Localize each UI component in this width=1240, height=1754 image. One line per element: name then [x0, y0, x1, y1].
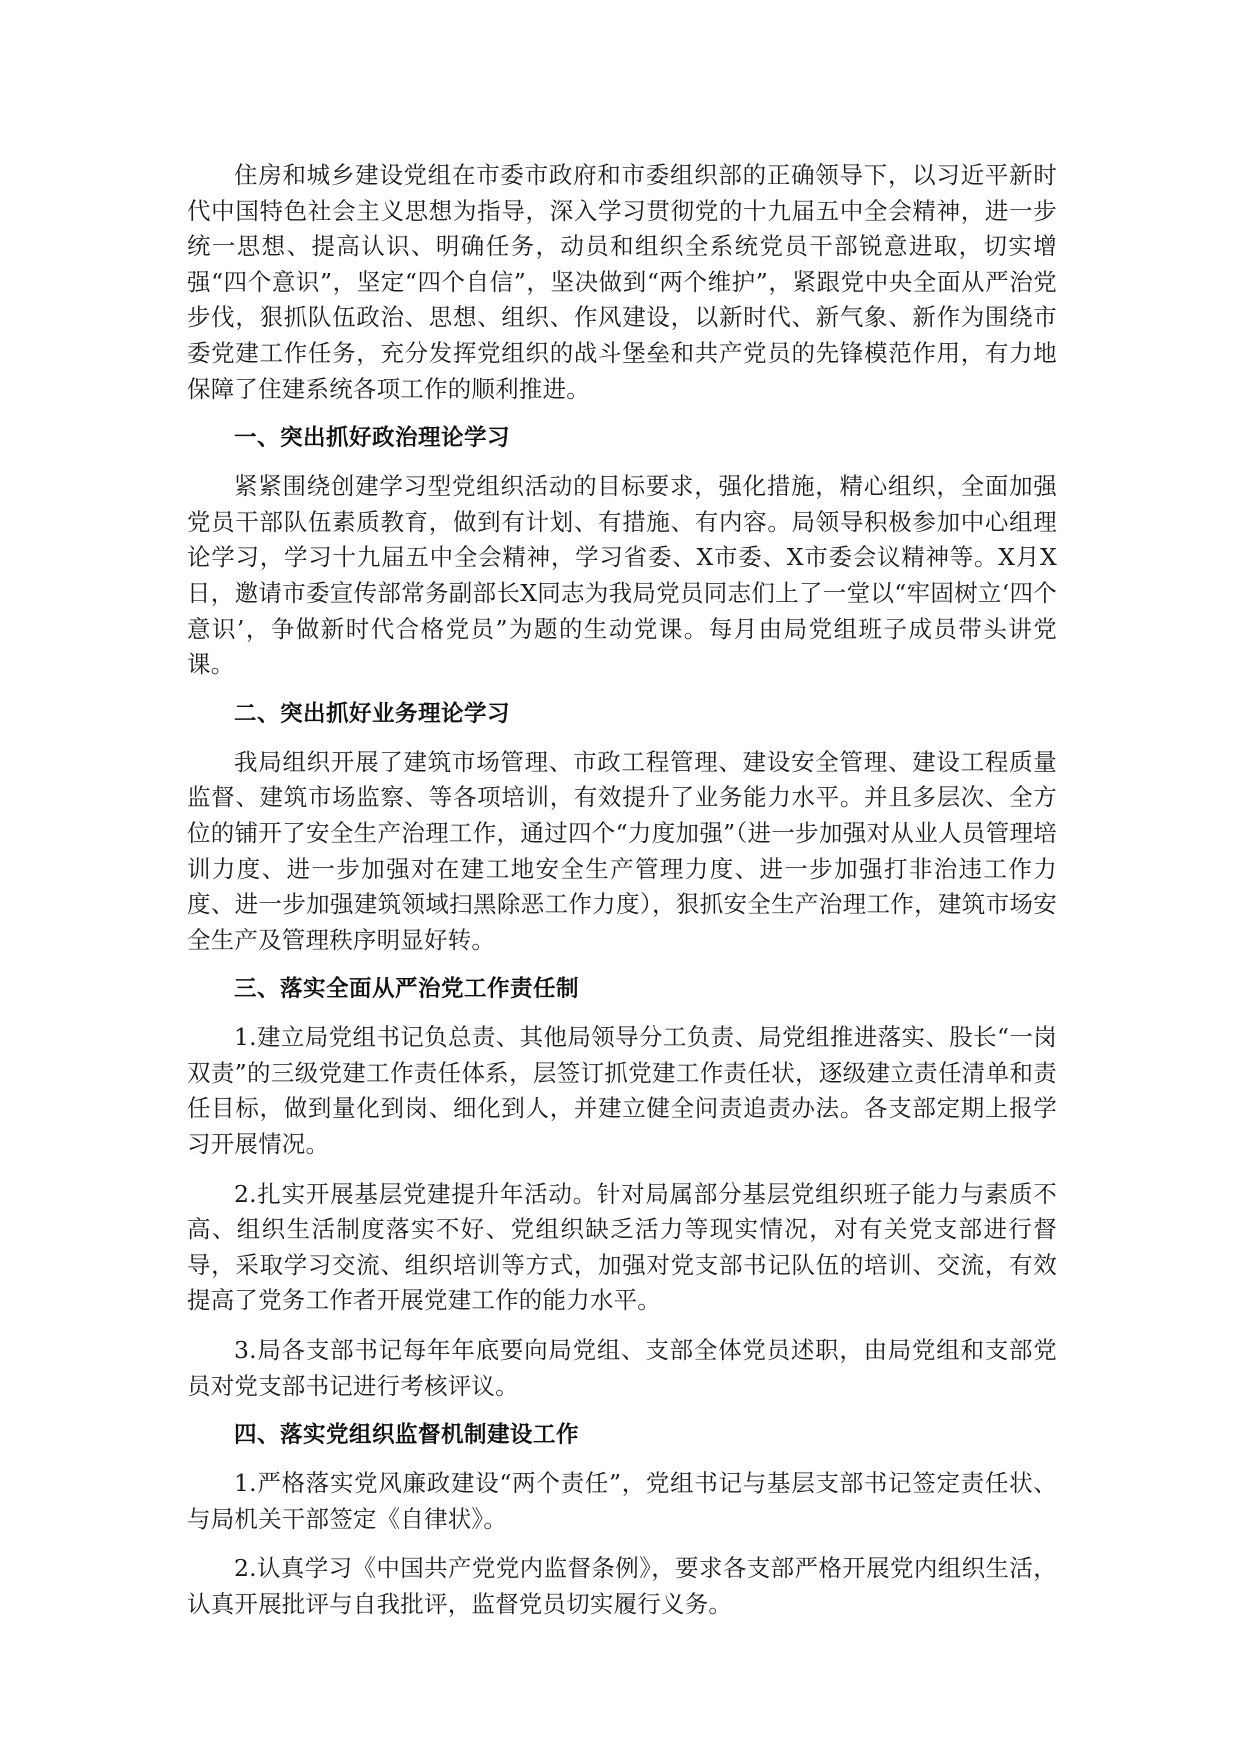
section-heading: 二、突出抓好业务理论学习: [234, 700, 511, 727]
section-4: [187, 1418, 1057, 1622]
section-heading: 一、突出抓好政治理论学习: [234, 425, 511, 452]
section-paragraph: 紧紧围绕创建学习型党组织活动的目标要求，强化措施，精心组织，全面加强党员干部队伍素质教育，做到有计划、有措施、有内容。局领导积极参加中心组理论学习，学习十九届五中全会精神，学习省委、X市委、X市委会议精神等。X月X日，邀请市委宣传部常务副部长X同志为我局党员同志们上了一堂以“牢固树立‘四个意识’，争做新时代合格党员”为题的生动党课。每月由局党组班子成员带头讲党课。: [187, 472, 1057, 679]
section-paragraph: 1.建立局党组书记负总责、其他局领导分工负责、局党组推进落实、股长“一岗双责”的三级党建工作责任体系，层签订抓党建工作责任状，逐级建立责任清单和责任目标，做到量化到岗、细化到人，并建立健全问责追责办法。各支部定期上报学习开展情况。: [187, 1023, 1057, 1159]
section-2: [187, 697, 1057, 959]
section-paragraph: 2.扎实开展基层党建提升年活动。针对局属部分基层党组织班子能力与素质不高、组织生活制度落实不好、党组织缺乏活力等现实情况，对有关党支部进行督导，采取学习交流、组织培训等方式，加强对党支部书记队伍的培训、交流，有效提高了党务工作者开展党建工作的能力水平。: [187, 1179, 1057, 1315]
document-body: [187, 158, 1057, 1637]
section-paragraph: 2.认真学习《中国共产党党内监督条例》，要求各支部严格开展党内组织生活，认真开展批评与自我批评，监督党员切实履行义务。: [187, 1554, 1057, 1618]
section-3: [187, 972, 1057, 1404]
section-paragraph: 我局组织开展了建筑市场管理、市政工程管理、建设安全管理、建设工程质量监督、建筑市场监察、等各项培训，有效提升了业务能力水平。并且多层次、全方位的铺开了安全生产治理工作，通过四个“力度加强”（进一步加强对从业人员管理培训力度、进一步加强对在建工地安全生产管理力度、进一步加强打非治违工作力度、进一步加强建筑领域扫黑除恶工作力度），狠抓安全生产治理工作，建筑市场安全生产及管理秩序明显好转。: [187, 747, 1057, 954]
section-1: [187, 421, 1057, 683]
section-heading: 四、落实党组织监督机制建设工作: [234, 1422, 580, 1449]
section-paragraph: 1.严格落实党风廉政建设“两个责任”，党组书记与基层支部书记签定责任状、与局机关干部签定《自律状》。: [187, 1469, 1057, 1533]
section-heading: 三、落实全面从严治党工作责任制: [234, 976, 580, 1003]
section-paragraph: 3.局各支部书记每年年底要向局党组、支部全体党员述职，由局党组和支部党员对党支部书记进行考核评议。: [187, 1336, 1057, 1400]
intro-paragraph: 住房和城乡建设党组在市委市政府和市委组织部的正确领导下，以习近平新时代中国特色社会主义思想为指导，深入学习贯彻党的十九届五中全会精神，进一步统一思想、提高认识、明确任务，动员和组织全系统党员干部锐意进取，切实增强“四个意识”，坚定“四个自信”，坚决做到“两个维护”，紧跟党中央全面从严治党步伐，狠抓队伍政治、思想、组织、作风建设，以新时代、新气象、新作为围绕市委党建工作任务，充分发挥党组织的战斗堡垒和共产党员的先锋模范作用，有力地保障了住建系统各项工作的顺利推进。: [187, 161, 1057, 403]
